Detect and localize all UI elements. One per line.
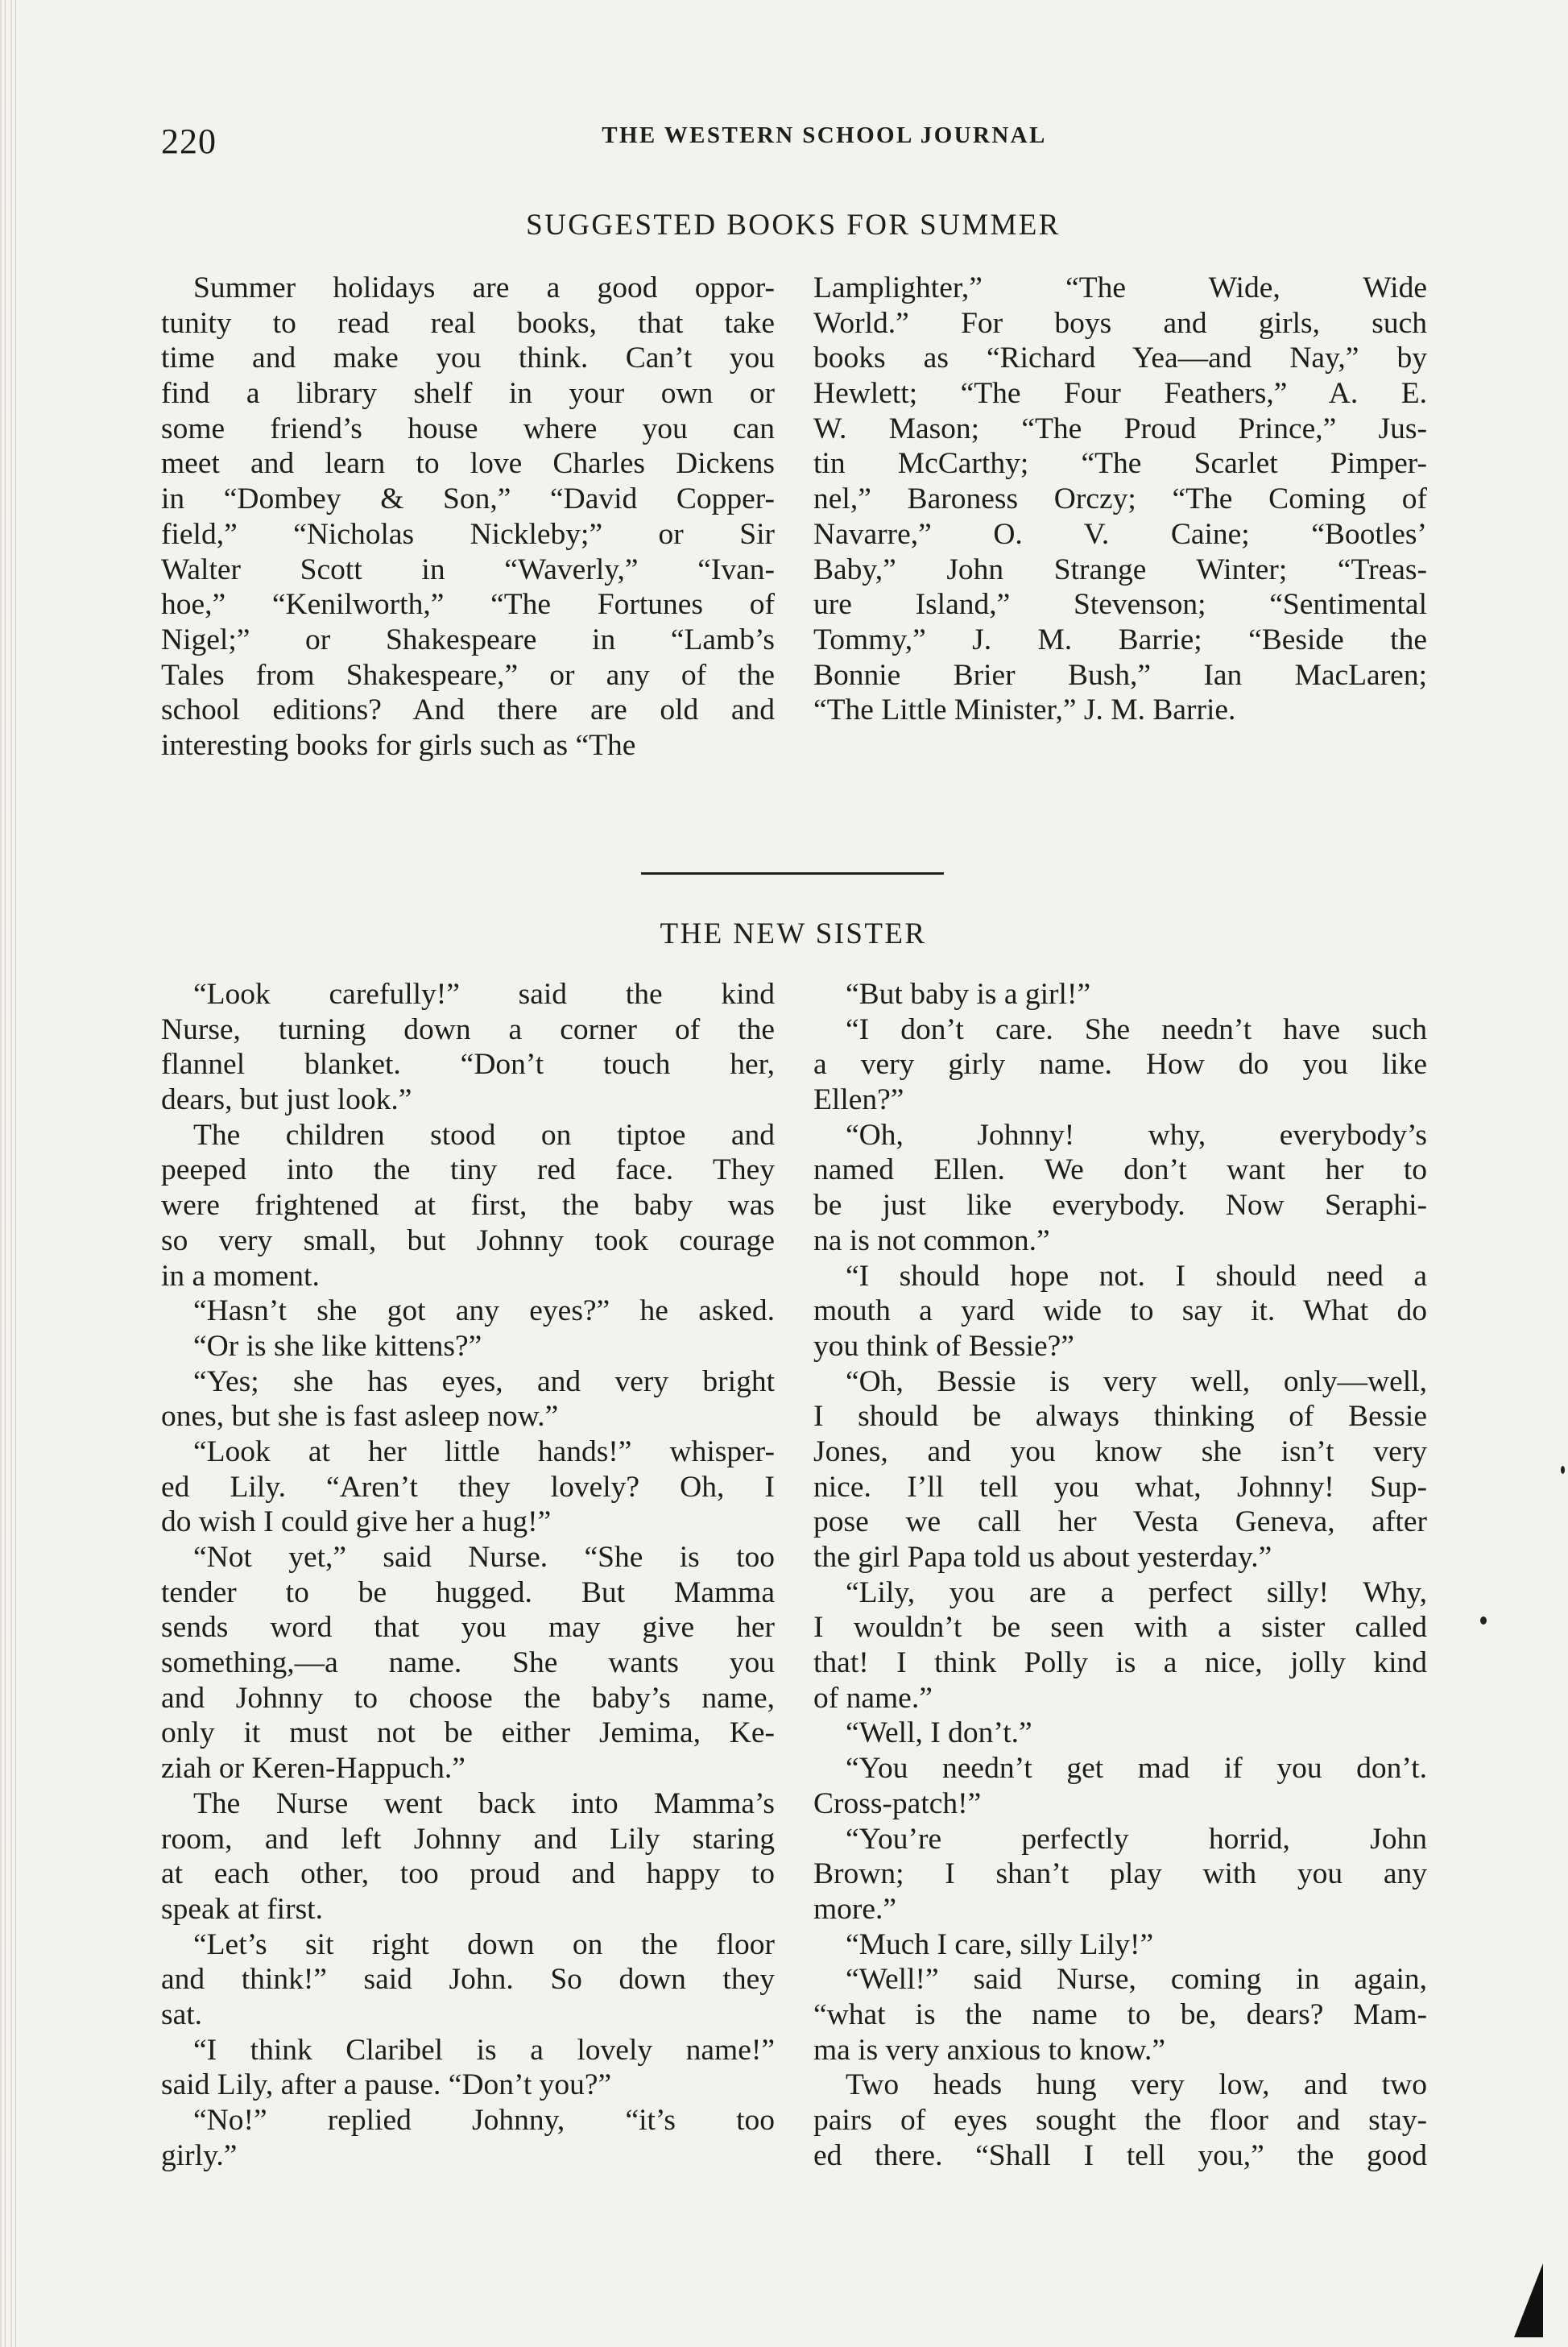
text-line: tender to be hugged. But Mamma [161, 1575, 775, 1609]
text-line: you think of Bessie?” [813, 1329, 1074, 1363]
section-divider-rule [641, 872, 944, 875]
text-line: room, and left Johnny and Lily staring [161, 1822, 775, 1856]
text-line: tin McCarthy; “The Scarlet Pimper- [813, 447, 1427, 481]
text-line: peeped into the tiny red face. They [161, 1153, 775, 1187]
text-line: ure Island,” Stevenson; “Sentimental [813, 588, 1427, 622]
text-line: “Let’s sit right down on the floor [193, 1927, 775, 1961]
text-line: Jones, and you know she isn’t very [813, 1434, 1427, 1468]
text-line: ed there. “Shall I tell you,” the good [813, 2138, 1427, 2172]
text-line: time and make you think. Can’t you [161, 341, 775, 375]
text-line: of name.” [813, 1681, 933, 1715]
text-line: ones, but she is fast asleep now.” [161, 1400, 559, 1434]
text-line: sends word that you may give her [161, 1611, 775, 1645]
text-line: named Ellen. We don’t want her to [813, 1153, 1427, 1187]
text-line: “Not yet,” said Nurse. “She is too [193, 1541, 775, 1574]
text-line: be just like everybody. Now Seraphi- [813, 1189, 1427, 1223]
article-title-suggested-books: SUGGESTED BOOKS FOR SUMMER [526, 209, 1061, 242]
text-line: meet and learn to love Charles Dickens [161, 447, 775, 481]
text-line: “what is the name to be, dears? Mam- [813, 1997, 1427, 2031]
text-line: Summer holidays are a good oppor- [193, 271, 775, 304]
text-line: Nigel;” or Shakespeare in “Lamb’s [161, 623, 775, 656]
text-line: find a library shelf in your own or [161, 377, 775, 411]
scan-speck [1480, 1616, 1487, 1625]
text-line: more.” [813, 1892, 897, 1926]
text-line: “Oh, Bessie is very well, only—well, [846, 1364, 1427, 1398]
text-line: were frightened at first, the baby was [161, 1189, 775, 1223]
text-line: Ellen?” [813, 1083, 904, 1117]
text-line: that! I think Polly is a nice, jolly kind [813, 1646, 1427, 1680]
text-line: “You’re perfectly horrid, John [846, 1822, 1427, 1856]
text-line: interesting books for girls such as “The [161, 728, 636, 762]
text-line: I wouldn’t be seen with a sister called [813, 1611, 1427, 1645]
text-line: only it must not be either Jemima, Ke- [161, 1716, 775, 1750]
text-line: and Johnny to choose the baby’s name, [161, 1681, 775, 1715]
text-line: “Lily, you are a perfect silly! Why, [846, 1575, 1427, 1609]
text-line: Baby,” John Strange Winter; “Treas- [813, 553, 1427, 586]
text-line: Lamplighter,” “The Wide, Wide [813, 271, 1427, 304]
text-line: girly.” [161, 2138, 238, 2172]
article-title-new-sister: THE NEW SISTER [660, 917, 927, 950]
text-line: “Look carefully!” said the kind [193, 978, 775, 1011]
text-line: hoe,” “Kenilworth,” “The Fortunes of [161, 588, 775, 622]
text-line: W. Mason; “The Proud Prince,” Jus- [813, 412, 1427, 445]
text-line: The Nurse went back into Mamma’s [193, 1786, 775, 1820]
text-line: in “Dombey & Son,” “David Copper- [161, 482, 775, 516]
text-line: “I think Claribel is a lovely name!” [193, 2033, 775, 2067]
article1-right-column [813, 271, 1427, 728]
page-number: 220 [161, 122, 217, 161]
text-line: dears, but just look.” [161, 1083, 412, 1117]
text-line: “Much I care, silly Lily!” [846, 1927, 1154, 1961]
text-line: nel,” Baroness Orczy; “The Coming of [813, 482, 1427, 516]
text-line: “Well!” said Nurse, coming in again, [846, 1963, 1427, 1997]
text-line: “But baby is a girl!” [846, 978, 1091, 1011]
text-line: the girl Papa told us about yesterday.” [813, 1541, 1272, 1574]
text-line: World.” For boys and girls, such [813, 306, 1427, 340]
text-line: Nurse, turning down a corner of the [161, 1012, 775, 1046]
text-line: Brown; I shan’t play with you any [813, 1857, 1427, 1891]
text-line: at each other, too proud and happy to [161, 1857, 775, 1891]
text-line: “The Little Minister,” J. M. Barrie. [813, 693, 1236, 727]
text-line: sat. [161, 1997, 203, 2031]
text-line: “Hasn’t she got any eyes?” he asked. [193, 1294, 775, 1328]
text-line: Tommy,” J. M. Barrie; “Beside the [813, 623, 1427, 656]
text-line: a very girly name. How do you like [813, 1048, 1427, 1082]
text-line: “Or is she like kittens?” [193, 1329, 482, 1363]
scan-corner-mark [1514, 2263, 1543, 2337]
text-line: Hewlett; “The Four Feathers,” A. E. [813, 377, 1427, 411]
text-line: some friend’s house where you can [161, 412, 775, 445]
text-line: pairs of eyes sought the floor and stay- [813, 2104, 1427, 2137]
text-line: “You needn’t get mad if you don’t. [846, 1752, 1427, 1786]
text-line: “Oh, Johnny! why, everybody’s [846, 1118, 1427, 1152]
text-line: books as “Richard Yea—and Nay,” by [813, 341, 1427, 375]
text-line: flannel blanket. “Don’t touch her, [161, 1048, 775, 1082]
text-line: said Lily, after a pause. “Don’t you?” [161, 2068, 612, 2102]
text-line: ma is very anxious to know.” [813, 2033, 1166, 2067]
text-line: “No!” replied Johnny, “it’s too [193, 2104, 775, 2137]
text-line: “I should hope not. I should need a [846, 1259, 1427, 1293]
text-line: Two heads hung very low, and two [846, 2068, 1427, 2102]
text-line: and think!” said John. So down they [161, 1963, 775, 1997]
text-line: Bonnie Brier Bush,” Ian MacLaren; [813, 658, 1427, 692]
text-line: “Well, I don’t.” [846, 1716, 1032, 1750]
text-line: “I don’t care. She needn’t have such [846, 1012, 1427, 1046]
text-line: pose we call her Vesta Geneva, after [813, 1505, 1427, 1539]
text-line: The children stood on tiptoe and [193, 1118, 775, 1152]
text-line: ziah or Keren-Happuch.” [161, 1752, 465, 1786]
text-line: tunity to read real books, that take [161, 306, 775, 340]
text-line: “Yes; she has eyes, and very bright [193, 1364, 775, 1398]
text-line: something,—a name. She wants you [161, 1646, 775, 1680]
article2-left-column [161, 977, 775, 2173]
text-line: ed Lily. “Aren’t they lovely? Oh, I [161, 1470, 775, 1504]
text-line: school editions? And there are old and [161, 693, 775, 727]
text-line: Tales from Shakespeare,” or any of the [161, 658, 775, 692]
text-line: do wish I could give her a hug!” [161, 1505, 552, 1539]
text-line: so very small, but Johnny took courage [161, 1223, 775, 1257]
text-line: Cross-patch!” [813, 1786, 982, 1820]
scan-speck [1561, 1466, 1565, 1474]
article2-right-column [813, 977, 1427, 2173]
text-line: field,” “Nicholas Nickleby;” or Sir [161, 517, 775, 551]
scan-edge [0, 0, 21, 2347]
text-line: mouth a yard wide to say it. What do [813, 1294, 1427, 1328]
text-line: in a moment. [161, 1259, 320, 1293]
text-line: “Look at her little hands!” whisper- [193, 1434, 775, 1468]
article1-left-column [161, 271, 775, 764]
text-line: Walter Scott in “Waverly,” “Ivan- [161, 553, 775, 586]
text-line: I should be always thinking of Bessie [813, 1400, 1427, 1434]
text-line: na is not common.” [813, 1223, 1050, 1257]
text-line: nice. I’ll tell you what, Johnny! Sup- [813, 1470, 1427, 1504]
text-line: Navarre,” O. V. Caine; “Bootles’ [813, 517, 1427, 551]
running-head: THE WESTERN SCHOOL JOURNAL [602, 122, 1047, 148]
text-line: speak at first. [161, 1892, 323, 1926]
